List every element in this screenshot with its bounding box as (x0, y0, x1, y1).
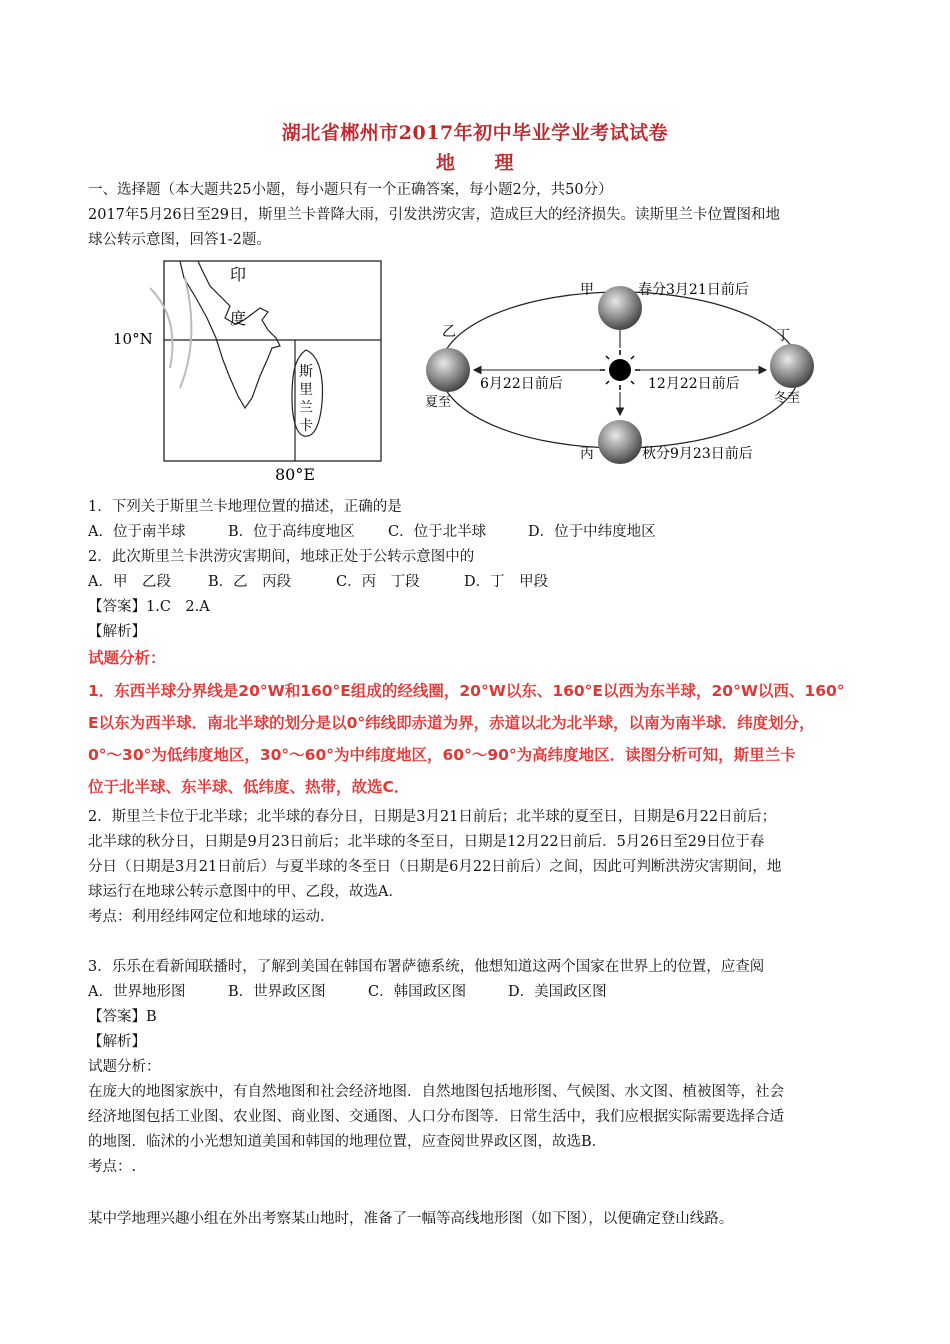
orbit-label-winter: 冬至 (774, 391, 801, 406)
orbit-label-bing: 丙 (580, 446, 594, 462)
explanation-2-line: 球运行在地球公转示意图中的甲、乙段，故选A． (88, 884, 403, 900)
question-2-options (88, 570, 868, 594)
red-explanation-line: 1．东西半球分界线是20°W和160°E组成的经线圈，20°W以东、160°E以西为东半球，20°W以西、160° (88, 682, 845, 700)
lat-label: 10°N (113, 330, 153, 348)
analysis-title-red: 试题分析： (88, 649, 166, 667)
explanation-2-line: 分日（日期是3月21日前后）与夏半球的冬至日（日期是6月22日前后）之间，因此可判断洪涝灾害期间，地 (88, 859, 782, 875)
contour-map-intro: 某中学地理兴趣小组在外出考察某山地时，准备了一幅等高线地形图（如下图），以便确定登山线路。 (88, 1211, 734, 1227)
red-explanation-line: 0°～30°为低纬度地区，30°～60°为中纬度地区，60°～90°为高纬度地区．读图分析可知，斯里兰卡 (88, 746, 796, 764)
sun-icon (609, 359, 631, 381)
question-3-options (88, 980, 868, 1004)
earth-icon-jia (598, 286, 642, 330)
kaodian-3: 考点：. (88, 1159, 137, 1175)
option-d[interactable]: D．位于中纬度地区 (528, 524, 656, 540)
analysis-title: 试题分析： (88, 1059, 161, 1075)
earth-icon-bing (598, 420, 642, 464)
earth-icon-yi (426, 348, 470, 392)
option-c[interactable]: C．丙 丁段 (336, 574, 420, 590)
answer-q1-q2: 【答案】1.C 2.A (88, 599, 210, 615)
map-label-india: 印 (230, 265, 247, 284)
map-label-srilanka: 斯 (299, 364, 313, 380)
exam-title: 湖北省郴州市2017年初中毕业学业考试试卷 (281, 122, 669, 144)
explanation-3-line: 的地图．临沭的小光想知道美国和韩国的地理位置，应查阅世界政区图，故选B． (88, 1134, 607, 1150)
orbit-label-summer: 夏至 (425, 395, 452, 410)
orbit-label-dec22: 12月22日前后 (648, 376, 740, 392)
sri-lanka-location-map (110, 258, 395, 488)
question-1-stem: 1．下列关于斯里兰卡地理位置的描述，正确的是 (88, 499, 402, 515)
analysis-label: 【解析】 (88, 624, 146, 640)
intro-line: 2017年5月26日至29日，斯里兰卡普降大雨，引发洪涝灾害，造成巨大的经济损失。读斯里兰卡位置图和地 (88, 207, 781, 223)
orbit-label-jun22: 6月22日前后 (480, 376, 563, 392)
answer-q3: 【答案】B (88, 1009, 157, 1025)
explanation-2-line: 2．斯里兰卡位于北半球；北半球的春分日，日期是3月21日前后；北半球的夏至日，日期是6月22日前后； (88, 809, 777, 825)
red-explanation-line: E以东为西半球．南北半球的划分是以0°纬线即赤道为界，赤道以北为北半球，以南为南半球．纬度划分， (88, 714, 815, 732)
option-c[interactable]: C．位于北半球 (388, 524, 487, 540)
kaodian-1: 考点：利用经纬网定位和地球的运动. (88, 909, 325, 925)
map-label-srilanka: 里 (299, 382, 313, 398)
map-label-srilanka: 兰 (299, 400, 313, 416)
explanation-3-line: 在庞大的地图家族中，有自然地图和社会经济地图．自然地图包括地形图、气候图、水文图、植被图等，社会 (88, 1084, 784, 1100)
orbit-label-spring: 春分3月21日前后 (638, 282, 749, 298)
option-a[interactable]: A．甲 乙段 (88, 574, 171, 590)
earth-revolution-diagram (420, 262, 820, 472)
orbit-label-autumn: 秋分9月23日前后 (642, 446, 753, 462)
question-3-stem: 3．乐乐在看新闻联播时，了解到美国在韩国布署萨德系统，他想知道这两个国家在世界上的位置，应查阅 (88, 959, 765, 975)
explanation-3-line: 经济地图包括工业图、农业图、商业图、交通图、人口分布图等．日常生活中，我们应根据实际需要选择合适 (88, 1109, 784, 1125)
option-b[interactable]: B．世界政区图 (228, 984, 326, 1000)
option-c[interactable]: C．韩国政区图 (368, 984, 467, 1000)
section-header: 一、选择题（本大题共25小题，每小题只有一个正确答案，每小题2分，共50分） (88, 182, 613, 198)
option-a[interactable]: A．位于南半球 (88, 524, 186, 540)
lon-label: 80°E (275, 465, 316, 484)
orbit-label-yi: 乙 (442, 324, 456, 340)
explanation-2-line: 北半球的秋分日，日期是9月23日前后；北半球的冬至日，日期是12月22日前后．5月26日至29日位于春 (88, 834, 765, 850)
watermark-stroke (150, 278, 191, 388)
option-a[interactable]: A．世界地形图 (88, 984, 186, 1000)
subject-title: 地 理 (435, 152, 514, 174)
question-1-options (88, 520, 868, 544)
orbit-label-ding: 丁 (776, 328, 790, 344)
question-2-stem: 2．此次斯里兰卡洪涝灾害期间，地球正处于公转示意图中的 (88, 549, 475, 565)
red-explanation-line: 位于北半球、东半球、低纬度、热带，故选C． (88, 778, 410, 796)
analysis-label: 【解析】 (88, 1034, 146, 1050)
option-b[interactable]: B．位于高纬度地区 (228, 524, 355, 540)
option-d[interactable]: D．美国政区图 (508, 984, 607, 1000)
intro-line: 球公转示意图，回答1-2题。 (88, 232, 271, 248)
map-label-india: 度 (230, 309, 247, 328)
option-b[interactable]: B．乙 丙段 (208, 574, 292, 590)
option-d[interactable]: D．丁 甲段 (464, 574, 549, 590)
map-label-srilanka: 卡 (299, 418, 313, 434)
earth-icon-ding (770, 344, 814, 388)
orbit-label-jia: 甲 (580, 282, 594, 298)
